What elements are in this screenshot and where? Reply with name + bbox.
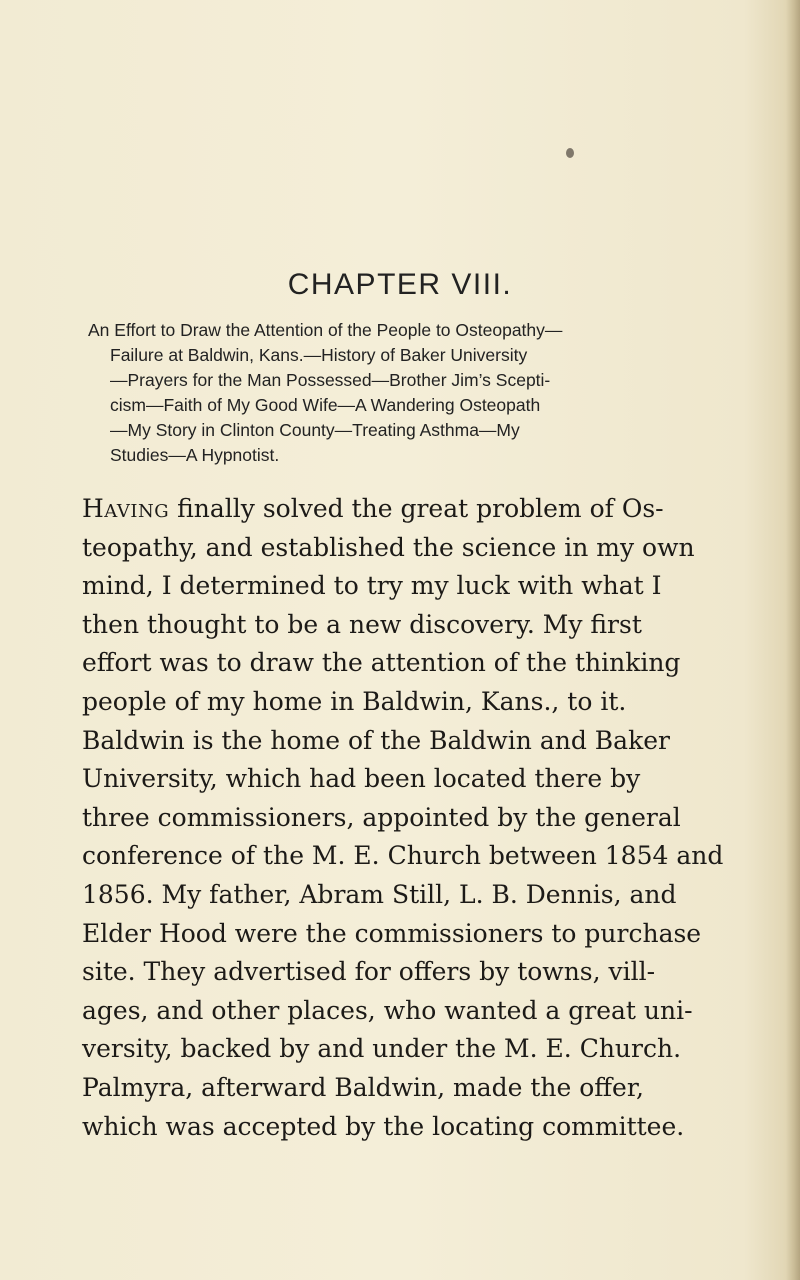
page-edge-shadow bbox=[786, 0, 800, 1280]
body-line: effort was to draw the attention of the thinking bbox=[82, 648, 681, 678]
body-line bbox=[82, 490, 732, 529]
body-line: ages, and other places, who wanted a great uni- bbox=[82, 995, 693, 1025]
body-line: people of my home in Baldwin, Kans., to it. bbox=[82, 686, 627, 716]
body-line: mind, I determined to try my luck with what I bbox=[82, 571, 662, 601]
body-line: three commissioners, appointed by the general bbox=[82, 802, 681, 832]
summary-line: cism—Faith of My Good Wife—A Wandering Osteopath bbox=[110, 395, 541, 415]
summary-line: —Prayers for the Man Possessed—Brother Jim’s Scepti- bbox=[110, 370, 551, 390]
chapter-summary bbox=[88, 318, 728, 468]
body-line: site. They advertised for offers by towns, vill- bbox=[82, 957, 656, 987]
body-line: then thought to be a new discovery. My first bbox=[82, 609, 642, 639]
body-line: Palmyra, afterward Baldwin, made the offer, bbox=[82, 1072, 644, 1102]
body-line: University, which had been located there by bbox=[82, 764, 641, 794]
ink-speck bbox=[566, 148, 574, 158]
body-line: conference of the M. E. Church between 1854 and bbox=[82, 841, 724, 871]
body-line-text: finally solved the great problem of Os- bbox=[169, 494, 664, 523]
body-line: Baldwin is the home of the Baldwin and Baker bbox=[82, 725, 670, 755]
summary-line: Failure at Baldwin, Kans.—History of Baker University bbox=[110, 345, 528, 365]
body-line: teopathy, and established the science in my own bbox=[82, 532, 695, 562]
summary-line: —My Story in Clinton County—Treating Asthma—My bbox=[110, 420, 520, 440]
chapter-title: CHAPTER VIII. bbox=[287, 268, 513, 301]
body-line: versity, backed by and under the M. E. Church. bbox=[82, 1034, 682, 1064]
summary-line: Studies—A Hypnotist. bbox=[110, 445, 280, 465]
chapter-body bbox=[82, 490, 732, 1146]
body-line: 1856. My father, Abram Still, L. B. Dennis, and bbox=[82, 879, 677, 909]
drop-word: Having bbox=[82, 494, 170, 523]
body-line: Elder Hood were the commissioners to purchase bbox=[82, 918, 702, 948]
body-line: which was accepted by the locating committee. bbox=[82, 1111, 685, 1141]
summary-line: An Effort to Draw the Attention of the People to Osteopathy— bbox=[88, 320, 563, 340]
